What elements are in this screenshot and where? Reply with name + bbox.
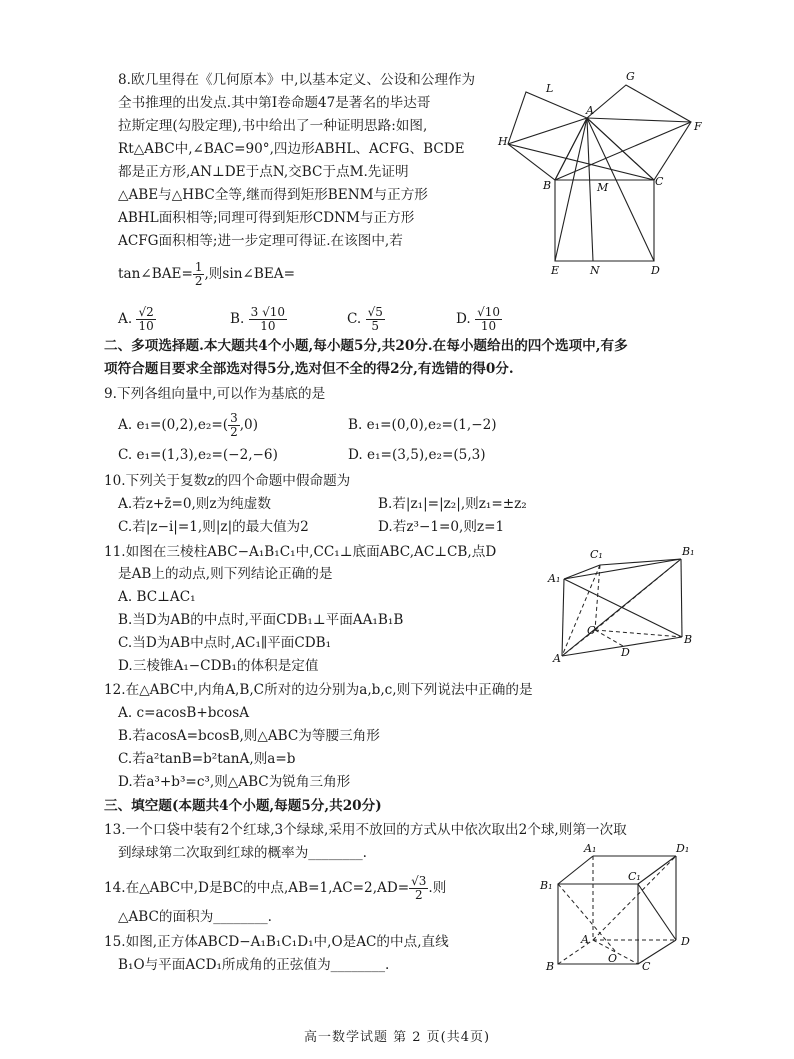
- q8-option-a-num: √2: [138, 305, 154, 319]
- q9-option-c: C. e₁=(1,3),e₂=(−2,−6): [118, 447, 278, 463]
- label-M: M: [597, 181, 609, 194]
- section2-line-1: 二、多项选择题.本大题共4个小题,每小题5分,共20分.在每小题给出的四个选项中,有多: [104, 338, 628, 354]
- q8-line-8: ACFG面积相等;进一步定理可得证.在该图中,若: [118, 233, 403, 249]
- q8-option-c: [347, 304, 385, 334]
- label-A1: A₁: [548, 572, 561, 585]
- line-an: [587, 118, 593, 261]
- label-B: B: [543, 179, 552, 192]
- q12-option-a: A. c=acosB+bcosA: [118, 705, 250, 721]
- q8-option-d-letter: D.: [456, 311, 471, 327]
- q14-line-1: [104, 873, 446, 903]
- q8-last-pre: tan∠BAE=: [118, 266, 193, 282]
- q8-option-c-letter: C.: [347, 311, 362, 327]
- q11-stem-1: 11.如图在三棱柱ABC−A₁B₁C₁中,CC₁⊥底面ABC,AC⊥CB,点D: [104, 544, 497, 560]
- q8-line-4: Rt△ABC中,∠BAC=90°,四边形ABHL、ACFG、BCDE: [118, 141, 465, 157]
- q9-option-a-den: 2: [230, 425, 238, 439]
- q14-pre: 14.在△ABC中,D是BC的中点,AB=1,AC=2,AD=: [104, 880, 410, 896]
- q9-stem: 9.下列各组向量中,可以作为基底的是: [104, 386, 326, 402]
- label-B1: B₁: [682, 545, 695, 558]
- q8-option-c-num: √5: [367, 305, 383, 319]
- q8-line-2: 全书推理的出发点.其中第Ⅰ卷命题47是著名的毕达哥: [118, 95, 431, 111]
- q8-option-a: [118, 304, 156, 334]
- q9-option-a: [118, 410, 258, 440]
- label-C: C: [655, 175, 664, 188]
- label-C1: C₁: [590, 548, 603, 561]
- front-face: [558, 884, 638, 964]
- q11-option-b: B.当D为AB的中点时,平面CDB₁⊥平面AA₁B₁B: [118, 612, 404, 628]
- q8-frac-den: 2: [194, 274, 203, 288]
- edge-b1a1: [558, 856, 593, 884]
- section3-title: 三、填空题(本题共4个小题,每题5分,共20分): [104, 798, 382, 814]
- label-L: L: [546, 82, 554, 95]
- label-A: A: [553, 652, 561, 665]
- line-hc: [508, 144, 654, 180]
- label-A: A: [581, 933, 589, 946]
- label-D1: D₁: [676, 842, 690, 855]
- edge-a1b1: [564, 559, 681, 579]
- q11-prism-figure: [548, 546, 698, 664]
- q8-option-a-den: 10: [138, 319, 154, 333]
- q10-option-b: B.若|z₁|=|z₂|,则z₁=±z₂: [378, 496, 527, 512]
- edge-ad1: [593, 856, 676, 940]
- label-N: N: [590, 264, 600, 277]
- q11-option-c: C.当D为AB中点时,AC₁∥平面CDB₁: [118, 635, 332, 651]
- edge-c1b1: [600, 559, 681, 565]
- q12-option-d: D.若a³+b³=c³,则△ABC为锐角三角形: [118, 774, 351, 790]
- edge-c1d: [638, 884, 676, 940]
- label-A1: A₁: [584, 842, 597, 855]
- label-B1: B₁: [540, 879, 553, 892]
- q8-frac-num: 1: [194, 260, 203, 274]
- q9-option-d: D. e₁=(3,5),e₂=(5,3): [348, 447, 486, 463]
- q12-option-b: B.若acosA=bcosB,则△ABC为等腰三角形: [118, 728, 380, 744]
- q10-stem: 10.下列关于复数z的四个命题中假命题为: [104, 473, 351, 489]
- q9-option-a-post: ,0): [239, 417, 258, 433]
- edge-a1c1: [564, 565, 600, 579]
- q8-line-6: △ABE与△HBC全等,继而得到矩形BENM与正方形: [118, 187, 428, 203]
- q8-pythagoras-figure: [495, 65, 705, 280]
- q8-option-d-den: 10: [480, 319, 497, 333]
- q11-stem-2: 是AB上的动点,则下列结论正确的是: [118, 566, 333, 582]
- label-D: D: [621, 646, 630, 659]
- q8-last-post: ,则sin∠BEA=: [204, 266, 295, 282]
- line-af: [587, 118, 691, 122]
- edge-a1b: [564, 579, 682, 637]
- q8-option-b-den: 10: [260, 319, 276, 333]
- q14-den: 2: [414, 888, 423, 902]
- q14-line-2: △ABC的面积为________.: [118, 909, 272, 925]
- q9-option-a-num: 3: [230, 411, 238, 425]
- q10-option-a: A.若z+z̄=0,则z为纯虚数: [118, 496, 271, 512]
- q10-option-c: C.若|z−i|=1,则|z|的最大值为2: [118, 519, 309, 535]
- label-E: E: [551, 264, 560, 277]
- label-O: O: [608, 952, 618, 965]
- label-D: D: [651, 264, 660, 277]
- square-abhl: [508, 92, 587, 180]
- q13-line-1: 13.一个口袋中装有2个红球,3个绿球,采用不放回的方式从中依次取出2个球,则第一次取: [104, 822, 627, 838]
- q8-option-c-den: 5: [371, 319, 380, 333]
- q11-option-d: D.三棱锥A₁−CDB₁的体积是定值: [118, 658, 319, 674]
- q13-line-2: 到绿球第二次取到红球的概率为________.: [118, 845, 368, 861]
- label-A: A: [586, 104, 594, 117]
- q15-line-2: B₁O与平面ACD₁所成角的正弦值为________.: [118, 957, 390, 973]
- label-B: B: [546, 960, 555, 973]
- q8-line-3: 拉斯定理(勾股定理),书中给出了一种证明思路:如图,: [118, 118, 428, 134]
- q14-post: .则: [428, 880, 447, 896]
- q8-line-7: ABHL面积相等;同理可得到矩形CDNM与正方形: [118, 210, 415, 226]
- edge-aa1: [562, 579, 564, 656]
- label-D: D: [681, 935, 690, 948]
- q8-option-b-letter: B.: [230, 311, 245, 327]
- q8-option-b-num: 3 √10: [250, 305, 286, 319]
- line-ae: [555, 118, 587, 261]
- q12-option-c: C.若a²tanB=b²tanA,则a=b: [118, 751, 296, 767]
- q8-option-d-num: √10: [477, 305, 500, 319]
- label-G: G: [626, 70, 635, 83]
- q8-line-5: 都是正方形,AN⊥DE于点N,交BC于点M.先证明: [118, 164, 409, 180]
- q15-line-1: 15.如图,正方体ABCD−A₁B₁C₁D₁中,O是AC的中点,直线: [104, 934, 449, 950]
- label-C1: C₁: [628, 870, 641, 883]
- side-ac: [587, 118, 654, 180]
- q8-line-1: 8.欧几里得在《几何原本》中,以基本定义、公设和公理作为: [118, 72, 476, 88]
- q8-fraction: [193, 261, 205, 288]
- edge-bb1: [681, 559, 682, 637]
- label-C: C: [642, 960, 651, 973]
- q9-option-b: B. e₁=(0,0),e₂=(1,−2): [348, 417, 497, 433]
- q11-option-a: A. BC⊥AC₁: [118, 589, 196, 605]
- q10-option-d: D.若z³−1=0,则z=1: [378, 519, 505, 535]
- label-F: F: [694, 120, 702, 133]
- q8-option-b: [230, 304, 287, 334]
- section2-line-2: 项符合题目要求全部选对得5分,选对但不全的得2分,有选错的得0分.: [104, 361, 514, 377]
- q9-option-a-pre: A. e₁=(0,2),e₂=(: [118, 417, 229, 433]
- q14-num: √3: [411, 874, 427, 888]
- q15-cube-figure: [538, 842, 700, 974]
- label-B: B: [684, 633, 693, 646]
- edge-c1d1: [638, 856, 676, 884]
- label-H: H: [498, 135, 508, 148]
- line-bf: [555, 122, 691, 180]
- q12-stem: 12.在△ABC中,内角A,B,C所对的边分别为a,b,c,则下列说法中正确的是: [104, 682, 533, 698]
- q8-option-d: [456, 304, 502, 334]
- label-C: C: [587, 624, 596, 637]
- page-footer: 高一数学试题 第 2 页(共4页): [303, 1030, 491, 1045]
- q8-last-line: [118, 259, 295, 289]
- q8-option-a-letter: A.: [118, 311, 133, 327]
